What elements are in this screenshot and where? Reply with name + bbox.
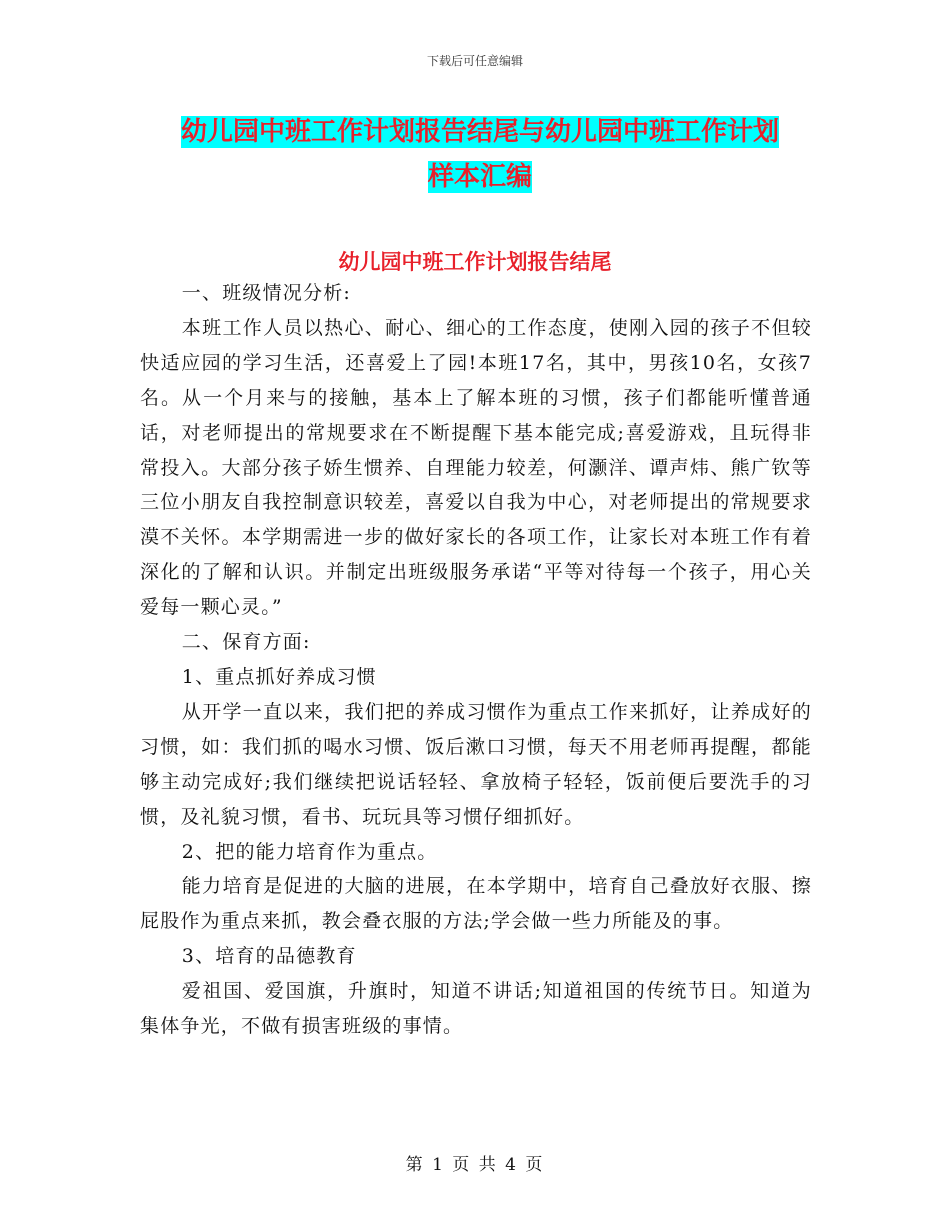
document-body — [140, 276, 812, 1044]
heading-class-analysis: 一、班级情况分析: — [181, 282, 351, 304]
paragraph-class-analysis: 本班工作人员以热心、耐心、细心的工作态度，使刚入园的孩子不但较快适应园的学习生活，还喜爱上了园!本班17名，其中，男孩10名，女孩7名。从一个月来与的接触，基本上了解本班的习惯，孩子们都能听懂普通话，对老师提出的常规要求在不断提醒下基本能完成;喜爱游戏，且玩得非常投入。大部分孩子娇生惯养、自理能力较差，何灏洋、谭声炜、熊广钦等三位小朋友自我控制意识较差，喜爱以自我为中心，对老师提出的常规要求漠不关怀。本学期需进一步的做好家长的各项工作，让家长对本班工作有着深化的了解和认识。并制定出班级服务承诺“平等对待每一个孩子，用心关爱每一颗心灵。” — [140, 316, 812, 619]
paragraph-moral-education: 爱祖国、爱国旗，升旗时，知道不讲话;知道祖国的传统节日。知道为集体争光，不做有损害班级的事情。 — [140, 980, 812, 1038]
document-title-line-1: 幼儿园中班工作计划报告结尾与幼儿园中班工作计划 — [180, 117, 779, 147]
page-header-note: 下载后可任意编辑 — [426, 54, 523, 68]
subheading-ability: 2、把的能力培育作为重点。 — [181, 840, 438, 863]
subheading-habits: 1、重点抓好养成习惯 — [181, 665, 377, 688]
section-title: 幼儿园中班工作计划报告结尾 — [338, 250, 612, 274]
paragraph-habits: 从开学一直以来，我们把的养成习惯作为重点工作来抓好，让养成好的习惯，如：我们抓的喝水习惯、饭后漱口习惯，每天不用老师再提醒，都能够主动完成好;我们继续把说话轻轻、拿放椅子轻轻，饭前便后要洗手的习惯，及礼貌习惯，看书、玩玩具等习惯仔细抓好。 — [140, 700, 812, 828]
page-number-footer: 第 1 页 共 4 页 — [405, 1155, 545, 1175]
document-title — [140, 110, 820, 200]
paragraph-ability: 能力培育是促进的大脑的进展，在本学期中，培育自己叠放好衣服、擦屁股作为重点来抓，教会叠衣服的方法;学会做一些力所能及的事。 — [140, 875, 812, 933]
document-title-line-2: 样本汇编 — [427, 162, 532, 192]
heading-childcare: 二、保育方面: — [181, 631, 311, 654]
subheading-moral-education: 3、培育的品德教育 — [181, 945, 357, 968]
